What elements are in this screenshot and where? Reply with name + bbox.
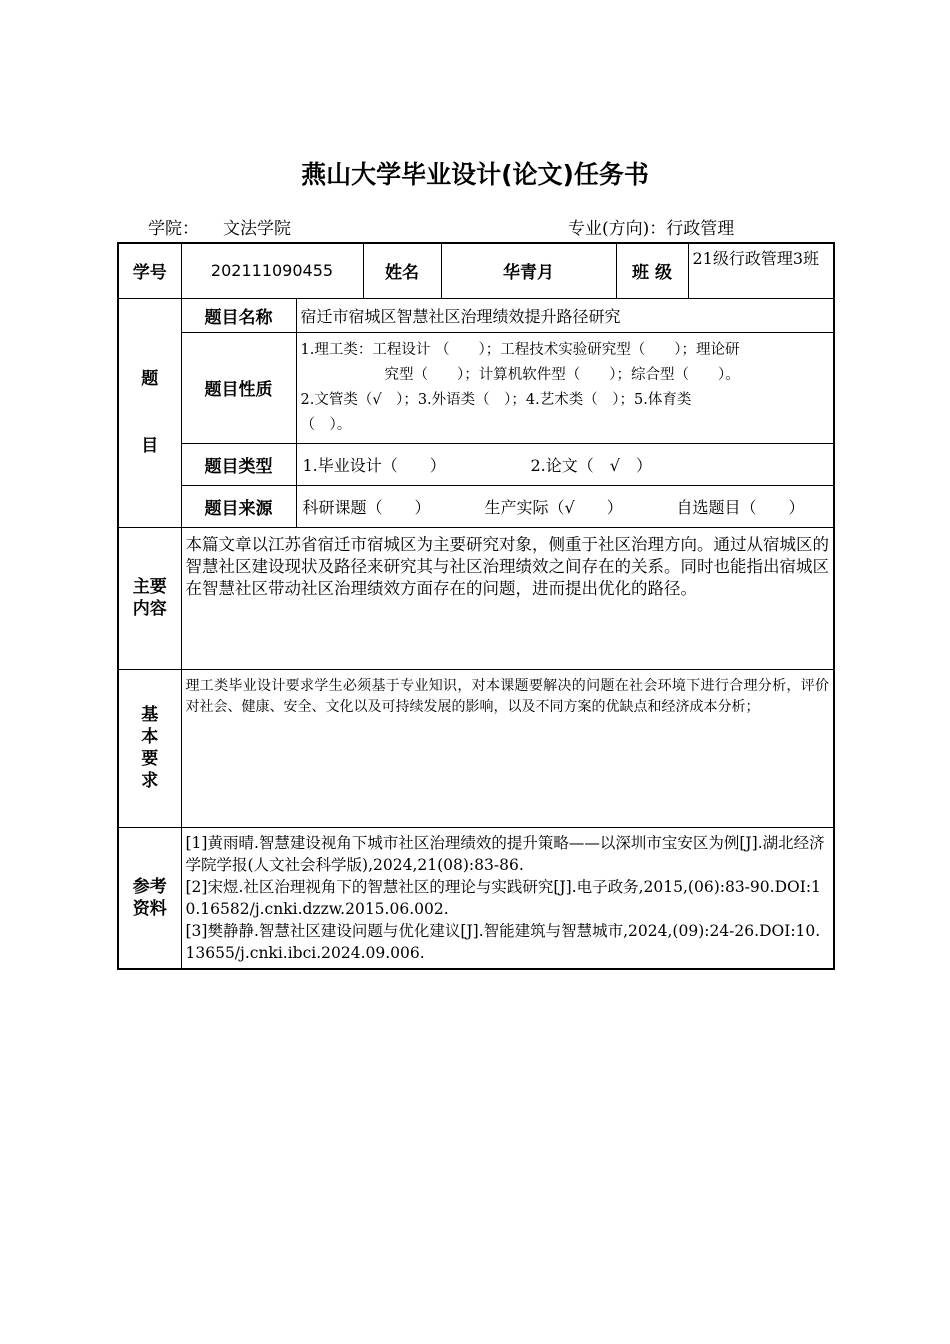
topic-type-value	[296, 443, 834, 485]
name-value: 华青月	[441, 243, 616, 298]
topic-type-label: 题目类型	[181, 443, 296, 485]
student-id-value: 202111090455	[181, 243, 363, 298]
topic-source-value	[296, 485, 834, 527]
topic-name-value: 宿迁市宿城区智慧社区治理绩效提升路径研究	[296, 298, 834, 332]
student-info-row	[118, 243, 834, 298]
topic-nature-line-1: 1.理工类：工程设计 （ ）；工程技术实验研究型（ ）；理论研	[300, 341, 740, 358]
class-label: 班 级	[616, 243, 688, 298]
topic-type-row	[118, 443, 834, 485]
topic-source-option-3: 自选题目（ ）	[676, 497, 805, 517]
topic-group-char-1: 题	[141, 369, 159, 389]
school-line	[148, 214, 291, 239]
topic-name-label: 题目名称	[181, 298, 296, 332]
topic-source-row	[118, 485, 834, 527]
topic-group-label	[118, 298, 181, 527]
class-value: 21级行政管理3班	[688, 243, 834, 298]
topic-name-row	[118, 298, 834, 332]
topic-nature-label: 题目性质	[181, 332, 296, 443]
refs-row	[118, 827, 834, 969]
ref-item: [3]樊静静.智慧社区建设问题与优化建议[J].智能建筑与智慧城市,2024,(09):24-26.DOI:10.13655/j.cnki.ibci.2024.09.006.	[185, 921, 821, 962]
ref-item: [1]黄雨晴.智慧建设视角下城市社区治理绩效的提升策略——以深圳市宝安区为例[J].湖北经济学院学报(人文社会科学版),2024,21(08):83-86.	[185, 833, 825, 874]
main-content-row	[118, 527, 834, 669]
main-content-label: 主要内容	[118, 527, 181, 669]
topic-nature-line-2: 究型（ ）；计算机软件型（ ）；综合型（ ）。	[384, 366, 740, 383]
basic-req-label: 基 本 要 求	[118, 669, 181, 827]
topic-nature-line-4: （ ）。	[300, 416, 352, 433]
topic-type-option-1: 1.毕业设计（ ）	[302, 455, 446, 475]
major-line	[568, 214, 734, 239]
topic-source-option-1: 科研课题（ ）	[302, 497, 431, 517]
task-table	[117, 242, 835, 970]
name-label: 姓名	[363, 243, 441, 298]
refs-list	[181, 827, 834, 969]
topic-type-option-2: 2.论文（ √ ）	[530, 455, 652, 475]
school-value: 文法学院	[223, 219, 291, 239]
student-id-label: 学号	[118, 243, 181, 298]
document-title: 燕山大学毕业设计(论文)任务书	[301, 160, 649, 189]
topic-source-option-2: 生产实际（√ ）	[484, 497, 623, 517]
ref-item: [2]宋煜.社区治理视角下的智慧社区的理论与实践研究[J].电子政务,2015,(06):83-90.DOI:10.16582/j.cnki.dzzw.2015.06.002.	[185, 877, 821, 918]
refs-label: 参考资料	[118, 827, 181, 969]
topic-source-label: 题目来源	[181, 485, 296, 527]
major-label: 专业(方向)：	[568, 219, 667, 239]
main-content-text: 本篇文章以江苏省宿迁市宿城区为主要研究对象，侧重于社区治理方向。通过从宿城区的智慧社区建设现状及路径来研究其与社区治理绩效之间存在的关系。同时也能指出宿城区在智慧社区带动社区治理绩效方面存在的问题，进而提出优化的路径。	[181, 527, 834, 669]
major-value: 行政管理	[666, 219, 735, 239]
topic-nature-line-3: 2.文管类（√ ）；3.外语类（ ）；4.艺术类（ ）；5.体育类	[300, 391, 692, 408]
topic-group-char-2: 目	[141, 436, 159, 456]
topic-nature-value	[296, 332, 834, 443]
school-label: 学院：	[148, 219, 199, 239]
basic-req-text: 理工类毕业设计要求学生必须基于专业知识，对本课题要解决的问题在社会环境下进行合理分析，评价对社会、健康、安全、文化以及可持续发展的影响，以及不同方案的优缺点和经济成本分析；	[181, 669, 834, 827]
topic-nature-row	[118, 332, 834, 443]
basic-req-row	[118, 669, 834, 827]
